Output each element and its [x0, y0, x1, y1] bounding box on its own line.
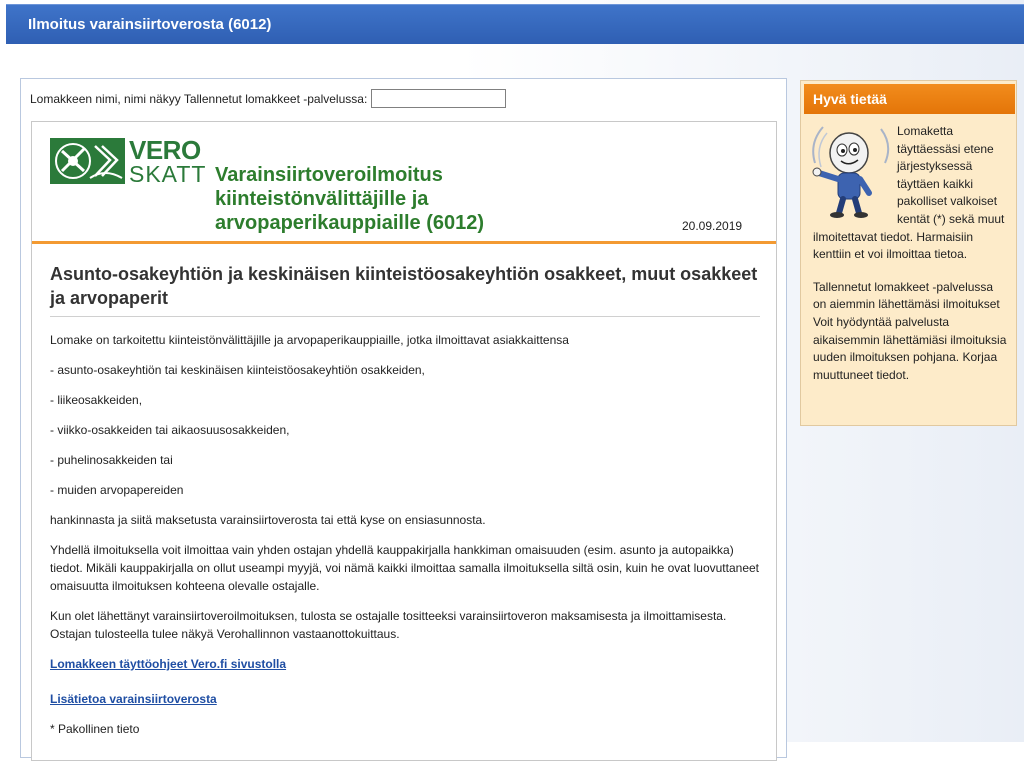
intro-text: Lomake on tarkoitettu kiinteistönvälittäjille ja arvopaperikauppiaille, jotka ilmoittavat asiakkaittensa — [50, 333, 569, 347]
form-date: 20.09.2019 — [682, 219, 743, 233]
logo-text-vero: VERO — [129, 135, 201, 165]
paragraph-two: Kun olet lähettänyt varainsiirtoveroilmoituksen, tulosta se ostajalle tositteeksi varainsiirtoveron maksamisesta ja ilmoittamisesta. Ostajan tulosteella tulee näkyä Verohallinnon vastaanottokuittaus. — [50, 609, 727, 641]
form-name-row — [30, 89, 506, 108]
list-item: - viikko-osakkeiden tai aikaosuusosakkeiden, — [50, 423, 290, 437]
more-info-link[interactable]: Lisätietoa varainsiirtoverosta — [50, 692, 217, 706]
list-item: - puhelinosakkeiden tai — [50, 453, 173, 467]
section-heading: Asunto-osakeyhtiön ja keskinäisen kiinteistöosakeyhtiön osakkeet, muut osakkeet ja arvopaperit — [50, 262, 760, 317]
vero-logo — [50, 135, 207, 187]
window-title: Ilmoitus varainsiirtoverosta (6012) — [28, 16, 272, 33]
form-name-label: Lomakkeen nimi, nimi näkyy Tallennetut lomakkeet -palvelussa: — [30, 91, 368, 106]
form-box — [31, 121, 777, 761]
instructions-link[interactable]: Lomakkeen täyttöohjeet Vero.fi sivustolla — [50, 657, 287, 671]
required-note: * Pakollinen tieto — [50, 722, 140, 736]
info-side-panel — [800, 80, 1017, 426]
after-list-text: hankinnasta ja siitä maksetusta varainsiirtoverosta tai että kyse on ensiasunnosta. — [50, 513, 486, 527]
vero-emblem-icon — [50, 138, 125, 184]
logo-text-skatt: SKATT — [129, 161, 207, 187]
mascot-icon — [809, 123, 893, 219]
main-panel — [20, 78, 787, 758]
list-item: - asunto-osakeyhtiön tai keskinäisen kiinteistöosakeyhtiön osakkeiden, — [50, 363, 425, 377]
side-paragraph-one: Lomaketta täyttäessäsi etene järjestyksessä täyttäen kaikki pakolliset valkoiset kentät (*) sekä muut ilmoitettavat tiedot. Harmaisiin kenttiin et voi ilmoittaa tietoa. — [813, 124, 1005, 262]
side-paragraph-two: Tallennetut lomakkeet -palvelussa on aiemmin lähettämäsi ilmoitukset Voit hyödyntää palvelusta aikaisemmin lähettämiäsi ilmoituksia uuden ilmoituksen pohjana. Korjaa muuttuneet tiedot. — [813, 279, 1007, 382]
form-intro-content — [50, 262, 760, 738]
form-name-input[interactable] — [371, 89, 506, 108]
paragraph-one: Yhdellä ilmoituksella voit ilmoittaa vain yhden ostajan yhdellä kauppakirjalla hankkiman omaisuuden (esim. asunto ja autopaikka) tiedot. Mikäli kauppakirjalla on ollut useampi myyjä, voi nämä kaikki ilmoittaa samalla ilmoituksella siltä osin, kuin he ovat luovuttaneet omaisuutta ilmoituksen kohteena olevalle ostajalle. — [50, 543, 760, 593]
side-panel-body — [813, 123, 1009, 384]
title-bar — [6, 4, 1024, 44]
form-title: Varainsiirtoveroilmoitus kiinteistönvälittäjille ja arvopaperikauppiaille (6012) — [215, 164, 485, 234]
list-item: - muiden arvopapereiden — [50, 483, 184, 497]
form-header — [32, 122, 776, 244]
side-panel-header — [804, 84, 1015, 114]
side-panel-title: Hyvä tietää — [813, 91, 887, 107]
list-item: - liikeosakkeiden, — [50, 393, 143, 407]
